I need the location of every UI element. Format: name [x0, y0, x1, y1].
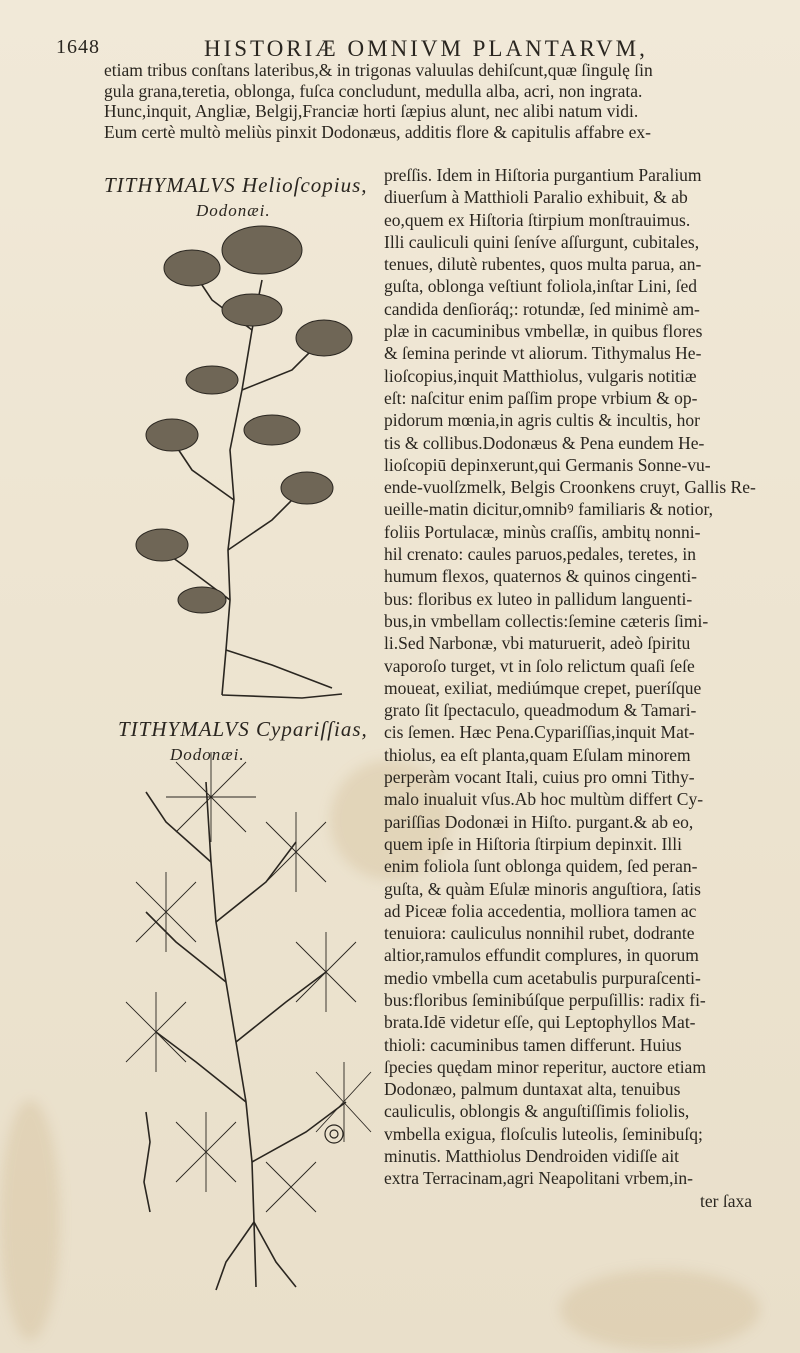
text-line: brata.Idē videtur eſſe, qui Leptophyllos Mat-	[384, 1012, 696, 1033]
figure-caption-helioscopius	[104, 172, 368, 224]
text-line: pariſſias Dodonæi in Hiſto. purgant.& ab eo,	[384, 811, 694, 832]
text-line: tis & collibus.Dodonæus & Pena eundem He-	[384, 432, 705, 453]
caption-author: Dodonæi.	[196, 201, 271, 220]
text-line: ueille-matin dicitur,omnibꝰ familiaris & notior,	[384, 499, 713, 520]
text-line: altior,ramulos effundit complures, in quorum	[384, 945, 699, 966]
text-line: etiam tribus conſtans lateribus,& in trigonas valuulas dehiſcunt,quæ ſingulę ſin	[104, 60, 653, 80]
woodcut-helioscopius-illustration	[102, 220, 374, 700]
text-line: tenuiora: cauliculus nonnihil rubet, dodrante	[384, 923, 695, 944]
text-line: foliis Portulacæ, minùs craſſis, ambitų nonni-	[384, 521, 701, 542]
text-line: thiolus, ea eſt planta,quam Eſulam minorem	[384, 744, 691, 765]
text-line: li.Sed Narbonæ, vbi maturuerit, adeò ſpiritu	[384, 633, 691, 654]
text-line: bus:floribus ſeminibúſque perpuſillis: radix fi-	[384, 989, 706, 1010]
text-line: bus: floribus ex luteo in pallidum languenti-	[384, 588, 693, 609]
text-line: enim foliola ſunt oblonga quidem, ſed peran-	[384, 856, 698, 877]
text-line: plæ in cacuminibus vmbellæ, in quibus flores	[384, 321, 703, 342]
text-line: diuerſum à Matthioli Paralio exhibuit, & ab	[384, 187, 688, 208]
text-line: lioſcopiū depinxerunt,qui Germanis Sonne-vu-	[384, 454, 711, 475]
text-line: candida denſioráq;: rotundæ, ſed minimè am-	[384, 298, 700, 319]
text-line: moueat, exiliat, mediúmque crepet, pueríſque	[384, 677, 702, 698]
text-line: quem ipſe in Hiſtoria ſtirpium depinxit. Illi	[384, 833, 682, 854]
text-line: ſpecies quędam minor reperitur, auctore etiam	[384, 1056, 706, 1077]
text-line: extra Terracinam,agri Neapolitani vrbem,in-	[384, 1168, 693, 1189]
text-line: eo,quem ex Hiſtoria ſtirpium monſtrauimus.	[384, 209, 691, 230]
caption-title: TITHYMALVS Helioſcopius,	[104, 173, 368, 197]
text-line: bus,in vmbellam collectis:ſemine cæteris ſimi-	[384, 610, 709, 631]
text-line: ad Piceæ folia accedentia, molliora tamen ac	[384, 900, 697, 921]
text-line: & ſemina perinde vt aliorum. Tithymalus He-	[384, 343, 702, 364]
text-line: Dodonæo, palmum duntaxat alta, tenuibus	[384, 1079, 681, 1100]
text-line: pidorum mœnia,in agris cultis & incultis, hor	[384, 410, 700, 431]
page-number: 1648	[56, 36, 100, 58]
text-line: perperàm vocant Itali, cuius pro omni Tithy-	[384, 767, 695, 788]
text-line: cis ſemen. Hæc Pena.Cypariſſias,inquit Mat-	[384, 722, 695, 743]
text-line: lioſcopius,inquit Matthiolus, vulgaris notitiæ	[384, 365, 697, 386]
text-line: malo inualuit vſus.Ab hoc multùm differt Cy-	[384, 789, 704, 810]
text-line: medio vmbella cum acetabulis purpuraſcenti-	[384, 967, 701, 988]
woodcut-cyparissias-illustration	[116, 742, 378, 1302]
text-line: minutis. Matthiolus Dendroiden vidiſſe ait	[384, 1146, 680, 1167]
text-line: tenues, dilutè rubentes, quos multa parua, an-	[384, 254, 702, 275]
lead-paragraph	[104, 60, 794, 142]
caption-title: TITHYMALVS Cypariſſias,	[118, 717, 368, 741]
text-line: guſta, oblonga veſtiunt foliola,inſtar Lini, ſed	[384, 276, 697, 297]
text-line: vaporoſo turget, vt in ſolo relictum quaſi ſeſe	[384, 655, 695, 676]
text-line: eſt: naſcitur enim paſſim prope vrbium & op-	[384, 387, 698, 408]
text-line: thioli: cacuminibus tamen differunt. Huius	[384, 1034, 682, 1055]
text-line: cauliculis, oblongis & anguſtiſſimis foliolis,	[384, 1101, 690, 1122]
text-line: guſta, & quàm Eſulæ minoris anguſtiora, ſatis	[384, 878, 701, 899]
caption-author: Dodonæi.	[170, 745, 245, 764]
text-line: grato ſit ſpectaculo, queadmodum & Tamari-	[384, 700, 697, 721]
text-line: Eum certè multò meliùs pinxit Dodonæus, additis flore & capitulis affabre ex-	[104, 121, 651, 142]
text-line: ende-vuolſzmelk, Belgis Croonkens cruyt, Gallis Re-	[384, 477, 756, 498]
text-line: hil crenato: caules paruos,pedales, teretes, in	[384, 544, 696, 565]
text-line: Hunc,inquit, Angliæ, Belgij,Franciæ horti ſæpius alunt, nec alibi natum vidi.	[104, 101, 639, 122]
running-title: HISTORIÆ OMNIVM PLANTARVM,	[204, 36, 648, 61]
text-line: humum flexos, quaternos & quinos cingenti-	[384, 566, 698, 587]
text-line-last: ter ſaxa	[700, 1190, 752, 1211]
text-line: Illi cauliculi quini ſeníve aſſurgunt, cubitales,	[384, 231, 700, 252]
text-line: gula grana,teretia, oblonga, fuſca concludunt, medulla alba, acri, non ingrata.	[104, 80, 643, 101]
text-line: preſſis. Idem in Hiſtoria purgantium Paralium	[384, 165, 702, 185]
text-line: vmbella exigua, floſculis luteolis, ſeminibuſq;	[384, 1123, 703, 1144]
body-text-column	[384, 164, 794, 1212]
